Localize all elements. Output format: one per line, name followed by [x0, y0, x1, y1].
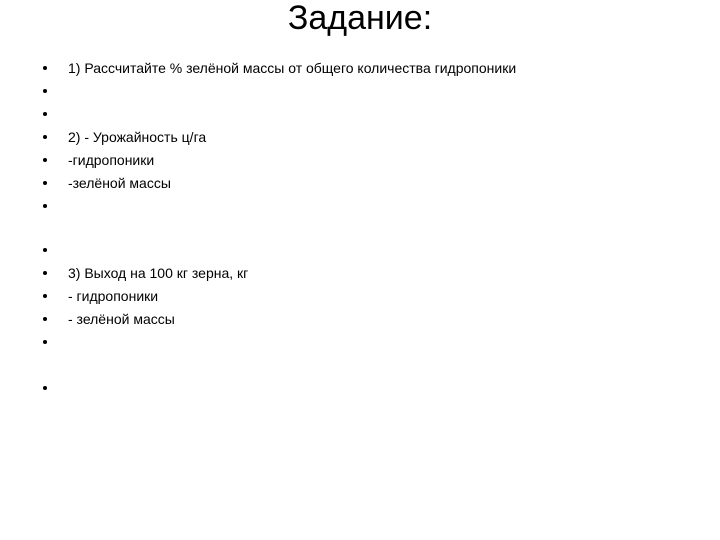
bullet-dot-icon [43, 204, 47, 208]
bullet-dot-icon [43, 181, 47, 185]
task-2-item-hydroponics: -гидропоники [68, 152, 155, 168]
bullet-row-13 [40, 378, 47, 398]
bullet-row-4 [40, 127, 47, 147]
task-3-item-hydroponics: - гидропоники [68, 288, 159, 304]
task-3-item-green-mass: - зелёной массы [68, 311, 175, 327]
bullet-row-5 [40, 150, 47, 170]
bullet-dot-icon [43, 158, 47, 162]
bullet-dot-icon [43, 271, 47, 275]
bullet-row-9 [40, 263, 47, 283]
bullet-row-6 [40, 173, 47, 193]
task-1-text: 1) Рассчитайте % зелёной массы от общего количества гидропоники [68, 60, 517, 76]
bullet-dot-icon [43, 112, 47, 116]
bullet-dot-icon [43, 135, 47, 139]
bullet-dot-icon [43, 340, 47, 344]
bullet-row-1 [40, 58, 47, 78]
bullet-row-8 [40, 240, 47, 260]
bullet-dot-icon [43, 248, 47, 252]
bullet-row-12 [40, 332, 47, 352]
bullet-dot-icon [43, 294, 47, 298]
task-2-item-green-mass: -зелёной массы [68, 175, 171, 191]
bullet-dot-icon [43, 66, 47, 70]
bullet-dot-icon [43, 317, 47, 321]
bullet-row-2 [40, 81, 47, 101]
bullet-dot-icon [43, 386, 47, 390]
slide-title: Задание: [287, 0, 433, 37]
task-3-heading: 3) Выход на 100 кг зерна, кг [68, 265, 249, 281]
bullet-row-10 [40, 286, 47, 306]
bullet-row-7 [40, 196, 47, 216]
bullet-row-11 [40, 309, 47, 329]
bullet-row-3 [40, 104, 47, 124]
task-2-heading: 2) - Урожайность ц/га [68, 129, 207, 145]
bullet-dot-icon [43, 89, 47, 93]
